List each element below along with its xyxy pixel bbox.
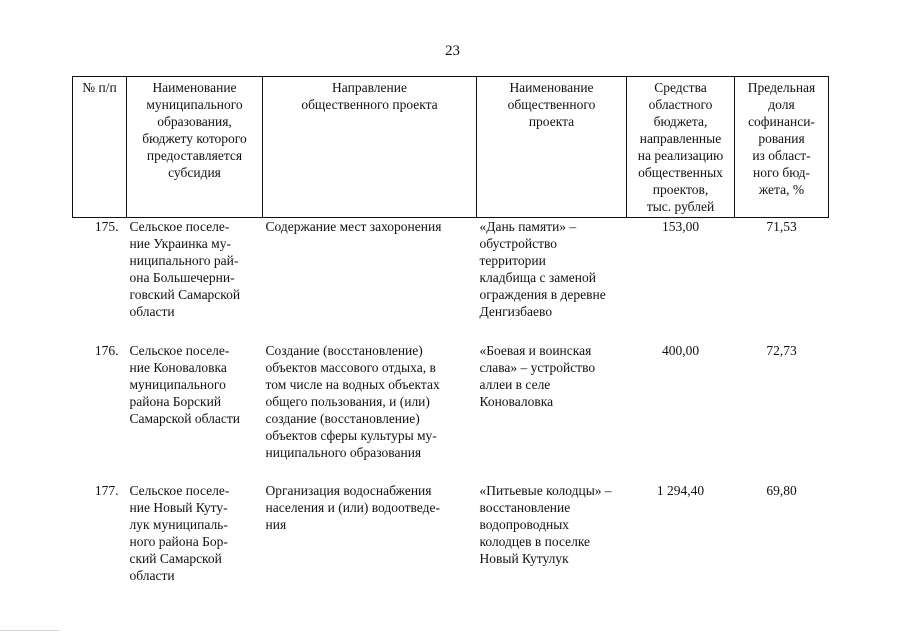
table-header — [73, 77, 829, 218]
row-direction: Создание (восстановление) объектов массового отдыха, в том числе на водных объектах общего пользования, и (или) создание (восстановление) объектов сферы культуры му- ниципального образования — [265, 343, 440, 460]
header-funds: Средства областного бюджета, направленные на реализацию общественных проектов, тыс. рублей — [627, 77, 735, 218]
row-direction: Содержание мест захоронения — [265, 219, 442, 234]
row-municipality: Сельское поселе- ние Украинка му- ниципального рай- она Большечерни- говский Самарской области — [129, 219, 241, 319]
row-funds: 153,00 — [661, 219, 700, 234]
table-body — [73, 218, 829, 585]
header-share: Предельная доля софинанси- рования из област- ного бюд- жета, % — [735, 77, 829, 218]
row-num: 175. — [94, 219, 119, 234]
subsidy-table — [72, 76, 829, 584]
header-municipality: Наименование муниципального образования, бюджету которого предоставляется субсидия — [127, 77, 263, 218]
row-share: 69,80 — [766, 483, 797, 498]
row-municipality: Сельское поселе- ние Новый Куту- лук муниципаль- ного района Бор- ский Самарской области — [129, 483, 230, 583]
row-num: 176. — [94, 343, 119, 358]
row-share: 71,53 — [766, 219, 797, 234]
row-funds: 1 294,40 — [656, 483, 705, 498]
row-num: 177. — [94, 483, 119, 498]
header-num: № п/п — [73, 77, 127, 218]
row-project: «Питьевые колодцы» – восстановление водопроводных колодцев в поселке Новый Кутулук — [479, 483, 612, 566]
page-number: 23 — [445, 43, 460, 59]
row-municipality: Сельское поселе- ние Коноваловка муниципального района Борский Самарской области — [129, 343, 241, 426]
table-row — [73, 218, 829, 343]
table-row — [73, 342, 829, 482]
scan-artifact-line — [0, 630, 60, 631]
row-project: «Дань памяти» – обустройство территории кладбища с заменой ограждения в деревне Денгизбаево — [479, 219, 606, 319]
table-row — [73, 482, 829, 584]
row-project: «Боевая и воинская слава» – устройство аллеи в селе Коноваловка — [479, 343, 596, 409]
header-project: Наименование общественного проекта — [477, 77, 627, 218]
row-funds: 400,00 — [661, 343, 700, 358]
header-direction: Направление общественного проекта — [263, 77, 477, 218]
row-share: 72,73 — [766, 343, 797, 358]
row-direction: Организация водоснабжения населения и (или) водоотведе- ния — [265, 483, 440, 532]
header-row — [73, 77, 829, 218]
